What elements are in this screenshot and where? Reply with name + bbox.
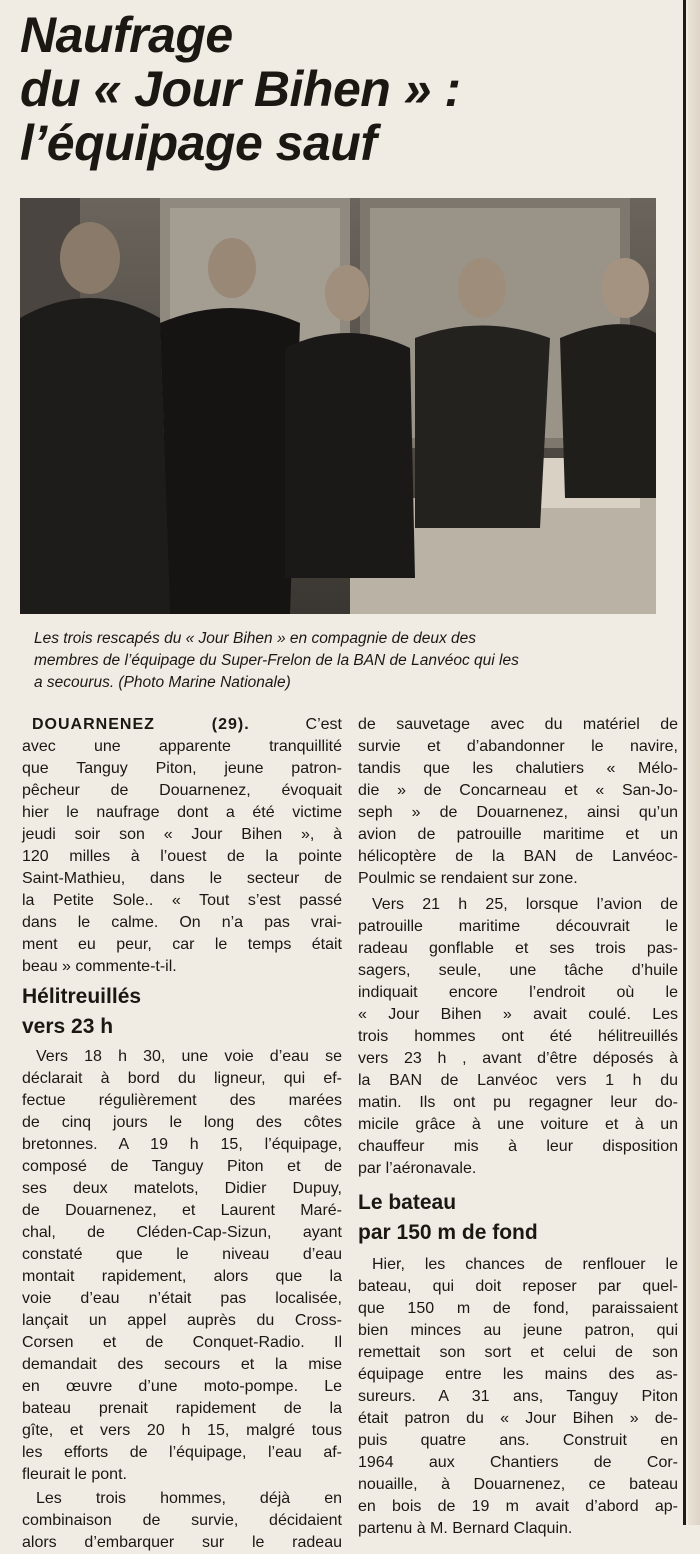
text-line: survie et d’abandonner le navire, <box>358 738 678 755</box>
text-line: bateau prenait rapidement de la <box>22 1400 342 1417</box>
text-line: vers 23 h , avant d’être déposés à <box>358 1050 678 1067</box>
text-line: en bois de 19 m avait d’abord ap- <box>358 1498 678 1515</box>
text-line: Vers 21 h 25, lorsque l’avion de <box>372 896 678 913</box>
text-line: montait rapidement, alors que la <box>22 1268 342 1285</box>
text-line: hier le naufrage dont a été victime <box>22 804 342 821</box>
text-line: fectue régulièrement des marées <box>22 1092 342 1109</box>
text-line: de cinq jours le long des côtes <box>22 1114 342 1131</box>
text-line: dans le calme. On n’a pas vrai- <box>22 914 342 931</box>
text-line: que Tanguy Piton, jeune patron- <box>22 760 342 777</box>
text-line: lançait un appel auprès du Cross- <box>22 1312 342 1329</box>
crew-photo-illustration <box>20 198 656 614</box>
text-line: nouaille, à Douarnenez, ce bateau <box>358 1476 678 1493</box>
text-line: sagers, seule, une tâche d’huile <box>358 962 678 979</box>
headline-line: du « Jour Bihen » : <box>20 61 461 117</box>
column-rule <box>683 0 686 1525</box>
text-line: beau » commente-t-il. <box>22 958 177 975</box>
text-line: 1964 aux Chantiers de Cor- <box>358 1454 678 1471</box>
text-line: ses deux matelots, Didier Dupuy, <box>22 1180 342 1197</box>
caption-line: a secourus. (Photo Marine Nationale) <box>34 674 291 691</box>
text-line: combinaison de survie, décidaient <box>22 1512 342 1529</box>
subheading-line: Le bateau <box>358 1191 457 1214</box>
text-line: seph » de Douarnenez, ainsi qu’un <box>358 804 678 821</box>
text-line: bateau, qui doit reposer par quel- <box>358 1278 678 1295</box>
crew-photo <box>20 198 656 614</box>
text-line: ment eu peur, car le temps était <box>22 936 342 953</box>
text-line: hélicoptère de la BAN de Lanvéoc- <box>358 848 678 865</box>
text-line: die » de Concarneau et « San-Jo- <box>358 782 678 799</box>
text-line: sureurs. A 31 ans, Tanguy Piton <box>358 1388 678 1405</box>
text-line: Saint-Mathieu, dans le secteur de <box>22 870 342 887</box>
paragraph <box>22 1046 342 1486</box>
article-column-left <box>22 714 342 1554</box>
text-line: la BAN de Lanvéoc vers 1 h du <box>358 1072 678 1089</box>
text-line: équipage entre les mains des as- <box>358 1366 678 1383</box>
text-line: alors d’embarquer sur le radeau <box>22 1534 342 1551</box>
dateline: DOUARNENEZ (29). <box>32 716 250 733</box>
text-line: radeau gonflable et ses trois pas- <box>358 940 678 957</box>
text-line: que 150 m de fond, paraissaient <box>358 1300 678 1317</box>
text-line: puis quatre ans. Construit en <box>358 1432 678 1449</box>
text-line <box>22 714 342 736</box>
text-line: remettait son sort et celui de son <box>358 1344 678 1361</box>
text-line: avec une apparente tranquillité <box>22 738 342 755</box>
text-line: gîte, et vers 20 h 15, malgré tous <box>22 1422 342 1439</box>
text-line: de Douarnenez, et Laurent Maré- <box>22 1202 342 1219</box>
paragraph <box>358 894 678 1180</box>
headline-line: Naufrage <box>20 7 233 63</box>
subheading-line: Hélitreuillés <box>22 985 142 1008</box>
subheading-line: vers 23 h <box>22 1015 114 1038</box>
paragraph <box>358 714 678 890</box>
text-line: matin. Ils ont pu regagner leur do- <box>358 1094 678 1111</box>
text-line: déclarait à bord du ligneur, qui ef- <box>22 1070 342 1087</box>
text-line: Corsen et de Conquet-Radio. Il <box>22 1334 342 1351</box>
text-line: micile grâce à une voiture et à un <box>358 1116 678 1133</box>
text-line: en œuvre d’une moto-pompe. Le <box>22 1378 342 1395</box>
text-line: la Petite Sole.. « Tout s’est passé <box>22 892 342 909</box>
text-line: avion de patrouille maritime et un <box>358 826 678 843</box>
text-line: partenu à M. Bernard Claquin. <box>358 1520 573 1537</box>
text-line: Poulmic se rendaient sur zone. <box>358 870 578 887</box>
text-line: bretonnes. A 19 h 15, l’équipage, <box>22 1136 342 1153</box>
text-line: fleurait le pont. <box>22 1466 127 1483</box>
text-line: voie d’eau n’était pas localisée, <box>22 1290 342 1307</box>
subheading <box>22 982 342 1042</box>
text-line: patrouille maritime découvrait le <box>358 918 678 935</box>
text-line: était patron du « Jour Bihen » de- <box>358 1410 678 1427</box>
article-column-right <box>358 714 678 1540</box>
text-line: tandis que les chalutiers « Mélo- <box>358 760 678 777</box>
text-line: Vers 18 h 30, une voie d’eau se <box>36 1048 342 1065</box>
photo-caption <box>34 628 664 694</box>
adjacent-column-edge <box>688 0 700 1525</box>
text-line: indiquait encore l’endroit où le <box>358 984 678 1001</box>
text-line: jeudi soir son « Jour Bihen », à <box>22 826 342 843</box>
text-line: pêcheur de Douarnenez, évoquait <box>22 782 342 799</box>
paragraph <box>22 714 342 978</box>
caption-line: membres de l’équipage du Super-Frelon de la BAN de Lanvéoc qui les <box>34 652 519 669</box>
text-line: bien minces au jeune patron, qui <box>358 1322 678 1339</box>
text-line: Hier, les chances de renflouer le <box>372 1256 678 1273</box>
text-line: demandait des secours et la mise <box>22 1356 342 1373</box>
text-line: « Jour Bihen » avait coulé. Les <box>358 1006 678 1023</box>
text-fragment: C’est <box>305 716 342 733</box>
paragraph <box>358 1254 678 1540</box>
subheading <box>358 1188 678 1248</box>
text-line: par l’aéronavale. <box>358 1160 477 1177</box>
headline-line: l’équipage sauf <box>20 115 377 171</box>
text-line: les efforts de l’équipage, l’eau af- <box>22 1444 342 1461</box>
article-headline <box>20 8 670 170</box>
text-line: 120 milles à l’ouest de la pointe <box>22 848 342 865</box>
text-line: de sauvetage avec du matériel de <box>358 716 678 733</box>
caption-line: Les trois rescapés du « Jour Bihen » en compagnie de deux des <box>34 630 477 647</box>
text-line: chal, de Cléden-Cap-Sizun, ayant <box>22 1224 342 1241</box>
paragraph <box>22 1488 342 1554</box>
subheading-line: par 150 m de fond <box>358 1221 538 1244</box>
text-line: trois hommes ont été hélitreuillés <box>358 1028 678 1045</box>
text-line: composé de Tanguy Piton et de <box>22 1158 342 1175</box>
text-line: Les trois hommes, déjà en <box>36 1490 342 1507</box>
text-line: constaté que le niveau d’eau <box>22 1246 342 1263</box>
text-line: chauffeur mis à leur disposition <box>358 1138 678 1155</box>
